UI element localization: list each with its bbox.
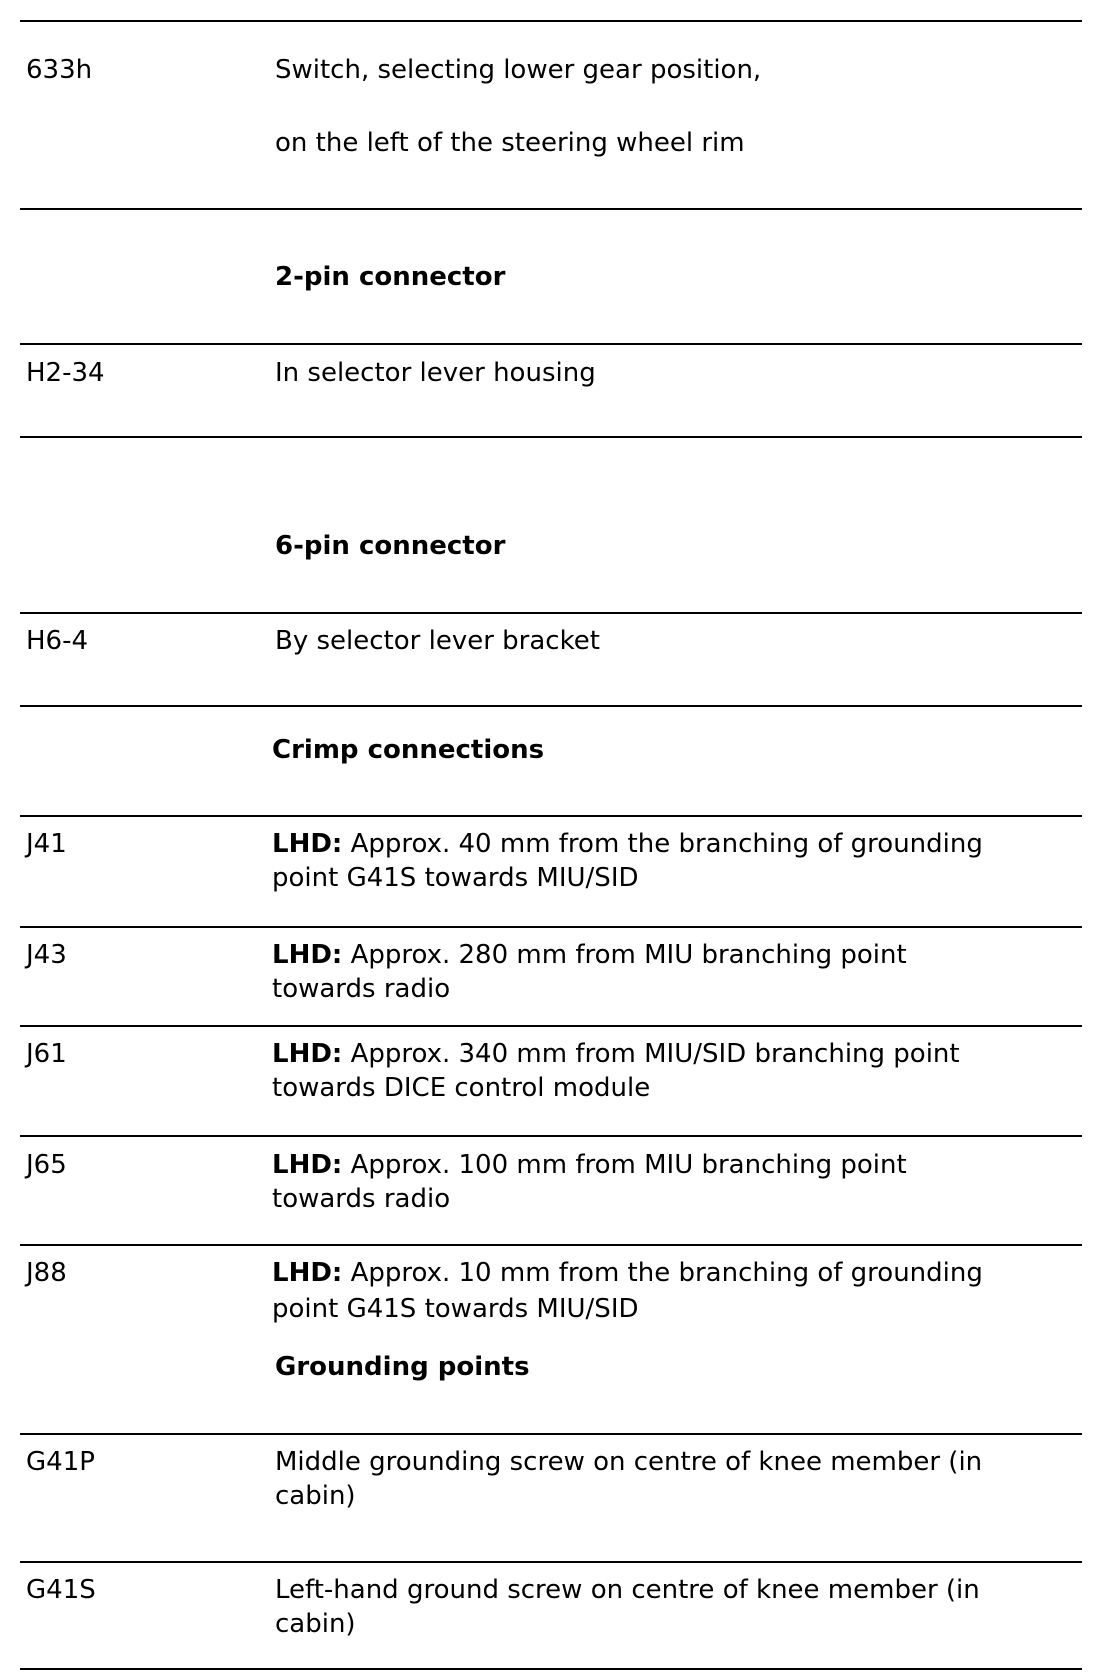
row-description-text: Approx. 280 mm from MIU branching point — [342, 940, 907, 970]
row-description: cabin) — [275, 1481, 356, 1511]
rule — [20, 612, 1082, 614]
row-code: 633h — [26, 55, 93, 85]
row-description: In selector lever housing — [275, 358, 596, 388]
row-code: J43 — [26, 940, 67, 970]
rule — [20, 1433, 1082, 1435]
rule — [20, 815, 1082, 817]
row-description: By selector lever bracket — [275, 626, 600, 656]
row-code: H2-34 — [26, 358, 105, 388]
row-description: cabin) — [275, 1609, 356, 1639]
section-heading: Grounding points — [275, 1352, 530, 1382]
row-description: on the left of the steering wheel rim — [275, 128, 745, 158]
row-description — [272, 827, 983, 861]
row-description: towards radio — [272, 974, 451, 1004]
section-heading: 2-pin connector — [275, 262, 506, 292]
rule — [20, 343, 1082, 345]
rule — [20, 926, 1082, 928]
row-description — [272, 1148, 907, 1182]
row-description-text: Approx. 340 mm from MIU/SID branching point — [342, 1039, 960, 1069]
rule — [20, 705, 1082, 707]
row-description — [272, 1256, 983, 1290]
rule-bottom — [20, 1668, 1082, 1670]
row-description — [272, 938, 907, 972]
row-description: Middle grounding screw on centre of knee member (in — [275, 1447, 983, 1477]
row-code: G41S — [26, 1575, 96, 1605]
rule — [20, 1561, 1082, 1563]
rule-top — [20, 20, 1082, 22]
row-code: H6-4 — [26, 626, 89, 656]
row-description: Switch, selecting lower gear position, — [275, 55, 762, 85]
lhd-prefix: LHD: — [272, 1150, 343, 1180]
row-description-text: Approx. 100 mm from MIU branching point — [342, 1150, 907, 1180]
row-description: towards DICE control module — [272, 1073, 651, 1103]
row-description-text: Approx. 10 mm from the branching of grounding — [342, 1258, 983, 1288]
row-description: Left-hand ground screw on centre of knee member (in — [275, 1575, 980, 1605]
row-code: G41P — [26, 1447, 95, 1477]
lhd-prefix: LHD: — [272, 1258, 343, 1288]
rule — [20, 208, 1082, 210]
row-description — [272, 1037, 960, 1071]
row-code: J88 — [26, 1258, 67, 1288]
rule — [20, 1135, 1082, 1137]
lhd-prefix: LHD: — [272, 829, 343, 859]
row-code: J41 — [26, 829, 67, 859]
lhd-prefix: LHD: — [272, 1039, 343, 1069]
rule — [20, 436, 1082, 438]
rule — [20, 1244, 1082, 1246]
row-description-text: Approx. 40 mm from the branching of grounding — [342, 829, 983, 859]
section-heading: Crimp connections — [272, 735, 545, 765]
rule — [20, 1025, 1082, 1027]
row-description: point G41S towards MIU/SID — [272, 1294, 639, 1324]
row-description: point G41S towards MIU/SID — [272, 863, 639, 893]
lhd-prefix: LHD: — [272, 940, 343, 970]
row-description: towards radio — [272, 1184, 451, 1214]
row-code: J61 — [26, 1039, 67, 1069]
section-heading: 6-pin connector — [275, 531, 506, 561]
row-code: J65 — [26, 1150, 67, 1180]
